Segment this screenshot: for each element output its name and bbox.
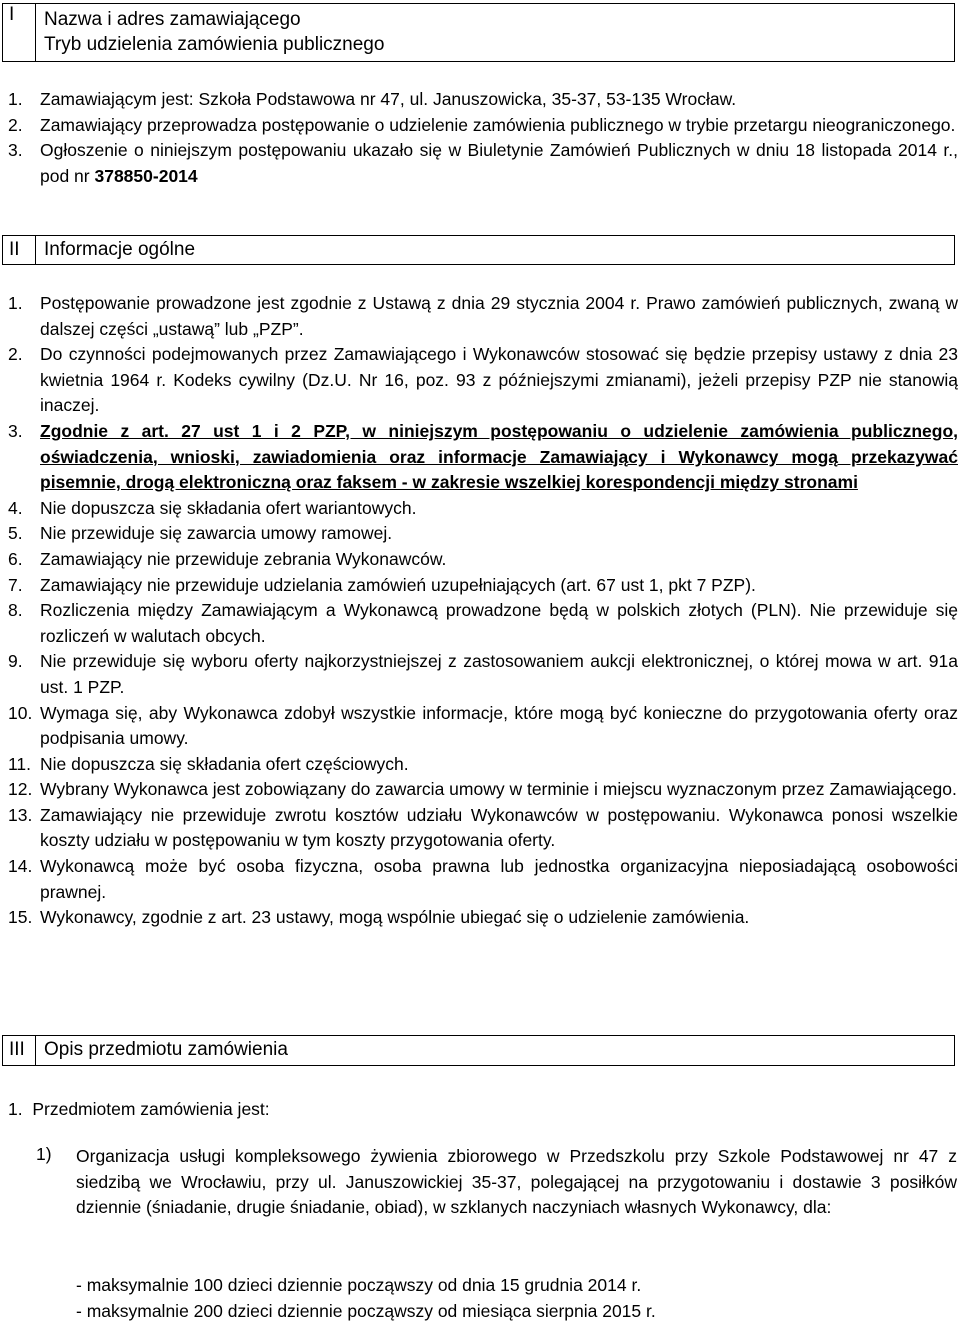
- item-text: Nie przewiduje się wyboru oferty najkorzystniejszej z zastosowaniem aukcji elektronicznej, o której mowa w art. 91a ust. 1 PZP.: [40, 651, 958, 697]
- list-item: [0, 854, 960, 905]
- list-item: [0, 777, 960, 803]
- subject-intro: [8, 1097, 270, 1122]
- item-number: 3.: [8, 420, 23, 441]
- item-number: 3.: [8, 140, 23, 161]
- item-number: 2.: [8, 114, 23, 135]
- item-text-emphasized: Zgodnie z art. 27 ust 1 i 2 PZP, w niniejszym postępowaniu o udzielenie zamówienia publicznego, oświadczenia, wnioski, zawiadomienia oraz informacje Zamawiający i Wykonawcy mogą przekazywać pisemnie, drogą elektroniczną oraz faksem - w zakresie wszelkiej korespondencji między stronami: [40, 420, 958, 493]
- section-1-list: [0, 87, 960, 189]
- item-number: 12.: [8, 779, 33, 800]
- list-item: [0, 752, 960, 778]
- list-item: [0, 598, 960, 649]
- item-text: Wybrany Wykonawca jest zobowiązany do zawarcia umowy w terminie i miejscu wyznaczonym przez Zamawiającego.: [40, 779, 957, 800]
- item-number: 13.: [8, 804, 33, 825]
- section-header-1: [2, 3, 955, 62]
- section-number: II: [3, 236, 36, 264]
- list-item: - maksymalnie 100 dzieci dziennie począwszy od dnia 15 grudnia 2014 r.: [76, 1275, 642, 1295]
- subitem-number: 1): [36, 1144, 52, 1164]
- item-number: 1.: [8, 89, 23, 109]
- list-item: [0, 521, 960, 547]
- section-number: I: [3, 4, 36, 61]
- list-item: [0, 342, 960, 419]
- item-text: [40, 138, 958, 189]
- item-number: 11.: [8, 753, 32, 774]
- list-item: [0, 138, 960, 189]
- item-text: Rozliczenia między Zamawiającym a Wykonawcą prowadzone będą w polskich złotych (PLN). Nie przewiduje się rozliczeń w walutach obcych.: [40, 600, 958, 646]
- item-number: 7.: [8, 574, 23, 595]
- item-number: 2.: [8, 344, 23, 365]
- notice-number: 378850-2014: [94, 165, 198, 186]
- item-number: 8.: [8, 600, 23, 621]
- subject-subitem: [36, 1144, 960, 1221]
- item-text: Wykonawcy, zgodnie z art. 23 ustawy, mogą wspólnie ubiegać się o udzielenie zamówienia.: [40, 907, 750, 928]
- section-header-2: [2, 235, 955, 265]
- item-text: Nie dopuszcza się składania ofert wariantowych.: [40, 497, 417, 518]
- item-text: Nie przewiduje się zawarcia umowy ramowej.: [40, 523, 393, 544]
- section-header-3: [2, 1035, 955, 1066]
- list-item: [0, 649, 960, 700]
- item-number: 1.: [8, 293, 23, 313]
- list-item: [0, 496, 960, 522]
- section-title: [36, 4, 384, 61]
- item-text: Do czynności podejmowanych przez Zamawiającego i Wykonawców stosować się będzie przepisy ustawy z dnia 23 kwietnia 1964 r. Kodeks cywilny (Dz.U. Nr 16, poz. 93 z późniejszymi zmianami), jeżeli przepisy PZP nie stanowią inaczej.: [40, 344, 958, 416]
- item-text: Postępowanie prowadzone jest zgodnie z Ustawą z dnia 29 stycznia 2004 r. Prawo zamówień publicznych, zwaną w dalszej części „ustawą” lub „PZP”.: [40, 293, 958, 339]
- list-item: - maksymalnie 200 dzieci dziennie począwszy od miesiąca sierpnia 2015 r.: [76, 1300, 656, 1321]
- section-title-line-1: Nazwa i adres zamawiającego: [44, 9, 301, 30]
- item-number: 1.: [8, 1099, 23, 1119]
- section-2-list: [0, 291, 960, 931]
- item-text: Wykonawcą może być osoba fizyczna, osoba prawna lub jednostka organizacyjna nieposiadającą osobowości prawnej.: [40, 856, 958, 902]
- subitem-text: Organizacja usługi kompleksowego żywienia zbiorowego w Przedszkolu przy Szkole Podstawowej nr 47 z siedzibą we Wrocławiu, przy ul. Januszowickiej 35-37, polegającej na przygotowaniu i dostawie 3 posiłków dziennie (śniadanie, drugie śniadanie, obiad), w szklanych naczyniach własnych Wykonawcy, dla:: [76, 1146, 957, 1218]
- item-number: 15.: [8, 907, 33, 928]
- item-text: Nie dopuszcza się składania ofert częściowych.: [40, 753, 409, 774]
- list-item: [0, 905, 960, 931]
- item-number: 5.: [8, 523, 23, 544]
- item-text: Zamawiający nie przewiduje zwrotu kosztów udziału Wykonawców w postępowaniu. Wykonawca ponosi wszelkie koszty udziału w postępowaniu w tym koszty przygotowania oferty.: [40, 804, 958, 851]
- item-number: 9.: [8, 651, 23, 672]
- item-number: 10.: [8, 702, 33, 723]
- list-item: [0, 87, 960, 113]
- item-text-main: Ogłoszenie o niniejszym postępowaniu ukazało się w Biuletynie Zamówień Publicznych w dniu 18 listopada 2014 r., pod nr: [40, 140, 958, 186]
- children-limits-list: [76, 1273, 956, 1324]
- item-text: Zamawiający nie przewiduje udzielania zamówień uzupełniających (art. 67 ust 1, pkt 7 PZP).: [40, 574, 756, 595]
- list-item: [0, 547, 960, 573]
- item-text: Zamawiającym jest: Szkoła Podstawowa nr 47, ul. Januszowicka, 35-37, 53-135 Wrocław.: [40, 89, 737, 109]
- section-title-line-2: Tryb udzielenia zamówienia publicznego: [44, 34, 385, 55]
- item-number: 14.: [8, 856, 33, 877]
- list-item: [0, 803, 960, 854]
- section-title: Informacje ogólne: [44, 239, 196, 260]
- item-text: Zamawiający nie przewiduje zebrania Wykonawców.: [40, 548, 447, 569]
- section-title: Opis przedmiotu zamówienia: [44, 1039, 288, 1060]
- item-text: Zamawiający przeprowadza postępowanie o udzielenie zamówienia publicznego w trybie przetargu nieograniczonego.: [40, 114, 956, 135]
- list-item: [0, 573, 960, 599]
- item-text: Wymaga się, aby Wykonawca zdobył wszystkie informacje, które mogą być konieczne do przygotowania oferty oraz podpisania umowy.: [40, 702, 958, 749]
- list-item: [0, 701, 960, 752]
- item-number: 6.: [8, 548, 23, 569]
- list-item: [0, 419, 960, 496]
- section-number: III: [3, 1036, 36, 1065]
- list-item: [0, 291, 960, 342]
- list-item: [0, 113, 960, 139]
- item-text: Przedmiotem zamówienia jest:: [32, 1099, 270, 1119]
- item-number: 4.: [8, 497, 23, 518]
